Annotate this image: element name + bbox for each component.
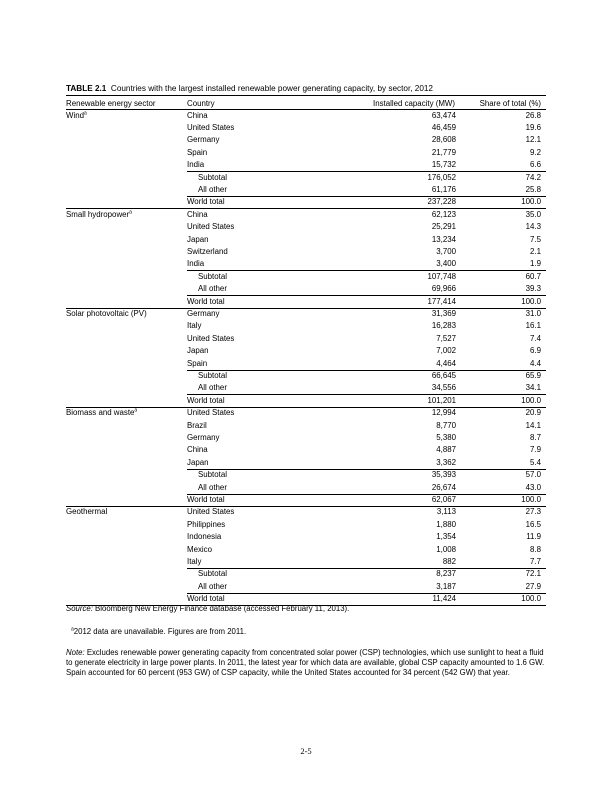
- capacity-value: 61,176: [431, 184, 456, 194]
- capacity-value: 12,994: [431, 408, 456, 418]
- share-value: 74.2: [525, 172, 541, 182]
- subtotal-row: [66, 370, 546, 382]
- share-value: 60.7: [525, 271, 541, 281]
- table-row: [66, 531, 546, 543]
- share-value: 7.7: [530, 556, 541, 566]
- share-value: 8.8: [530, 544, 541, 554]
- all-other-row: [66, 482, 546, 494]
- capacity-value: 7,527: [436, 333, 456, 343]
- subtotal-row: [66, 568, 546, 580]
- capacity-value: 11,424: [432, 594, 456, 604]
- share-value: 16.5: [525, 519, 541, 529]
- capacity-value: 882: [442, 556, 456, 566]
- country-name: United States: [187, 507, 235, 517]
- country-name: Mexico: [187, 544, 212, 554]
- table-row: [66, 234, 546, 246]
- source-note: [66, 604, 548, 614]
- country-name: United States: [187, 408, 235, 418]
- source-text: Bloomberg New Energy Finance database (accessed February 11, 2013).: [95, 604, 350, 613]
- col-header-capacity: Installed capacity (MW): [373, 98, 455, 108]
- subtotal-row: [66, 172, 546, 184]
- sector-label: [66, 309, 147, 319]
- world-total-label: World total: [187, 296, 225, 306]
- sector-footnote-mark: a: [134, 407, 138, 414]
- col-header-sector: Renewable energy sector: [66, 98, 156, 108]
- country-name: India: [187, 259, 205, 269]
- all-other-label: All other: [198, 383, 227, 393]
- share-value: 5.4: [530, 457, 541, 467]
- country-name: United States: [187, 122, 235, 132]
- country-name: Germany: [187, 308, 220, 318]
- table-row: [66, 358, 546, 370]
- share-value: 2.1: [530, 246, 541, 256]
- share-value: 39.3: [525, 284, 541, 294]
- capacity-value: 66,645: [431, 370, 456, 380]
- table-caption: [66, 84, 546, 94]
- capacity-value: 46,459: [431, 122, 456, 132]
- footnote-mark: a: [71, 626, 74, 633]
- country-name: Spain: [187, 147, 208, 157]
- note-label: Note:: [66, 648, 85, 657]
- sector-label: [66, 408, 137, 418]
- table-row: [66, 122, 546, 134]
- capacity-value: 69,966: [431, 284, 456, 294]
- table-row: [66, 110, 546, 122]
- share-value: 100.0: [521, 296, 541, 306]
- world-total-label: World total: [187, 494, 225, 504]
- sector-footnote-mark: a: [129, 209, 132, 216]
- share-value: 8.7: [530, 432, 541, 442]
- sector-name: Solar photovoltaic (PV): [66, 308, 147, 318]
- share-value: 7.9: [530, 445, 541, 455]
- share-value: 27.3: [525, 507, 541, 517]
- capacity-value: 62,123: [431, 209, 456, 219]
- sector-name: Small hydropower: [66, 209, 130, 219]
- country-name: Indonesia: [187, 532, 222, 542]
- all-other-row: [66, 283, 546, 295]
- share-value: 65.9: [525, 370, 541, 380]
- country-name: Japan: [187, 346, 209, 356]
- share-value: 6.9: [530, 346, 541, 356]
- share-value: 100.0: [521, 494, 541, 504]
- table-row: [66, 308, 546, 320]
- world-total-label: World total: [187, 197, 225, 207]
- table-top-rule: [66, 95, 546, 96]
- capacity-value: 7,002: [436, 346, 456, 356]
- all-other-row: [66, 184, 546, 196]
- sector-name: Geothermal: [66, 507, 108, 517]
- world-total-label: World total: [187, 594, 225, 604]
- country-name: China: [187, 209, 208, 219]
- table-title: Countries with the largest installed renewable power generating capacity, by sector, 2012: [110, 84, 433, 93]
- country-name: Switzerland: [187, 246, 228, 256]
- all-other-row: [66, 581, 546, 593]
- share-value: 31.0: [525, 308, 541, 318]
- share-value: 35.0: [525, 209, 541, 219]
- table-row: [66, 134, 546, 146]
- share-value: 14.3: [525, 222, 541, 232]
- table-row: [66, 159, 546, 171]
- share-value: 16.1: [525, 321, 541, 331]
- share-value: 26.8: [525, 110, 541, 120]
- footnote-text: 2012 data are unavailable. Figures are from 2011.: [73, 627, 247, 636]
- share-value: 43.0: [525, 482, 541, 492]
- sector-name: Biomass and waste: [66, 408, 135, 418]
- country-name: Brazil: [187, 420, 207, 430]
- sector-label: [66, 111, 87, 121]
- country-name: India: [187, 160, 205, 170]
- country-name: Germany: [187, 432, 220, 442]
- table-row: [66, 457, 546, 469]
- share-value: 34.1: [525, 383, 541, 393]
- sector-name: Wind: [66, 110, 84, 120]
- country-name: Italy: [187, 321, 202, 331]
- capacity-value: 3,187: [436, 581, 456, 591]
- table-row: [66, 407, 546, 419]
- country-name: China: [187, 110, 208, 120]
- subtotal-row: [66, 469, 546, 481]
- share-value: 20.9: [525, 408, 541, 418]
- share-value: 19.6: [525, 122, 541, 132]
- capacity-value: 34,556: [431, 383, 456, 393]
- world-total-label: World total: [187, 395, 225, 405]
- world-total-row: [66, 196, 546, 208]
- share-value: 6.6: [530, 160, 541, 170]
- capacity-value: 3,700: [436, 246, 456, 256]
- share-value: 9.2: [530, 147, 541, 157]
- col-header-country: Country: [187, 98, 215, 108]
- subtotal-label: Subtotal: [198, 470, 227, 480]
- note-text: Excludes renewable power generating capacity from concentrated solar power (CSP) technologies, which use sunlight to heat a fluid to generate electricity in large power plants. In 2011, the latest year for which data are available, global CSP capacity amounted to 1.6 GW. Spain accounted for 60 percent (953 GW) of CSP capacity, while the United States accounted for 34 percent (542 GW) that year.: [66, 648, 545, 677]
- capacity-value: 62,067: [431, 494, 456, 504]
- country-name: United States: [187, 222, 235, 232]
- country-name: Japan: [187, 234, 209, 244]
- capacity-value: 1,008: [436, 544, 456, 554]
- country-name: China: [187, 445, 208, 455]
- all-other-label: All other: [198, 284, 227, 294]
- share-value: 12.1: [525, 135, 541, 145]
- capacity-value: 8,237: [436, 569, 456, 579]
- table-row: [66, 258, 546, 270]
- capacity-value: 1,880: [436, 519, 456, 529]
- capacity-value: 8,770: [436, 420, 456, 430]
- capacity-value: 5,380: [436, 432, 456, 442]
- table-row: [66, 221, 546, 233]
- share-value: 72.1: [525, 569, 541, 579]
- country-name: Spain: [187, 358, 208, 368]
- capacity-value: 21,779: [431, 147, 456, 157]
- table-row: [66, 246, 546, 258]
- capacity-value: 25,291: [431, 222, 456, 232]
- capacity-value: 3,113: [436, 507, 456, 517]
- capacity-value: 237,228: [427, 197, 456, 207]
- sector-label: [66, 210, 132, 220]
- capacity-value: 35,393: [431, 470, 456, 480]
- world-total-row: [66, 395, 546, 407]
- table-row: [66, 556, 546, 568]
- capacity-value: 3,362: [436, 457, 456, 467]
- country-name: Germany: [187, 135, 220, 145]
- capacity-value: 4,887: [436, 445, 456, 455]
- page-number: 2-5: [300, 746, 312, 756]
- table-row: [66, 147, 546, 159]
- all-other-row: [66, 382, 546, 394]
- country-name: Philippines: [187, 519, 226, 529]
- capacity-value: 1,354: [436, 532, 456, 542]
- share-value: 25.8: [525, 184, 541, 194]
- table-row: [66, 420, 546, 432]
- sector-label: [66, 507, 107, 517]
- capacity-value: 26,674: [431, 482, 456, 492]
- all-other-label: All other: [198, 581, 227, 591]
- share-value: 7.5: [530, 234, 541, 244]
- table-note: [66, 648, 548, 678]
- share-value: 7.4: [530, 333, 541, 343]
- capacity-value: 177,414: [427, 296, 456, 306]
- share-value: 4.4: [530, 358, 541, 368]
- world-total-row: [66, 494, 546, 506]
- capacity-value: 13,234: [431, 234, 456, 244]
- table-row: [66, 345, 546, 357]
- share-value: 1.9: [530, 259, 541, 269]
- table-row: [66, 506, 546, 518]
- table-row: [66, 544, 546, 556]
- country-name: United States: [187, 333, 235, 343]
- capacity-value: 15,732: [431, 160, 456, 170]
- capacity-value: 28,608: [431, 135, 456, 145]
- share-value: 14.1: [525, 420, 541, 430]
- subtotal-label: Subtotal: [198, 172, 227, 182]
- table-row: [66, 519, 546, 531]
- world-total-row: [66, 296, 546, 308]
- all-other-label: All other: [198, 184, 227, 194]
- footnote: [71, 627, 553, 637]
- country-name: Japan: [187, 457, 209, 467]
- country-name: Italy: [187, 556, 202, 566]
- table-row: [66, 333, 546, 345]
- capacity-value: 31,369: [431, 308, 456, 318]
- capacity-value: 16,283: [431, 321, 456, 331]
- sector-footnote-mark: a: [83, 109, 87, 116]
- capacity-value: 3,400: [436, 259, 456, 269]
- source-label: Source:: [66, 604, 93, 613]
- table-row: [66, 432, 546, 444]
- table-row: [66, 209, 546, 221]
- capacity-value: 101,201: [427, 395, 456, 405]
- subtotal-row: [66, 271, 546, 283]
- subtotal-label: Subtotal: [198, 370, 227, 380]
- capacity-value: 107,748: [427, 271, 456, 281]
- capacity-value: 4,464: [436, 358, 456, 368]
- capacity-value: 176,052: [427, 172, 456, 182]
- subtotal-label: Subtotal: [198, 271, 227, 281]
- subtotal-label: Subtotal: [198, 569, 227, 579]
- table-label: TABLE 2.1: [66, 84, 107, 93]
- all-other-label: All other: [198, 482, 227, 492]
- share-value: 57.0: [525, 470, 541, 480]
- capacity-value: 63,474: [431, 110, 456, 120]
- share-value: 100.0: [521, 197, 541, 207]
- share-value: 100.0: [521, 594, 541, 604]
- table-row: [66, 444, 546, 456]
- share-value: 11.9: [526, 532, 541, 542]
- share-value: 27.9: [525, 581, 541, 591]
- share-value: 100.0: [521, 395, 541, 405]
- col-header-share: Share of total (%): [479, 98, 541, 108]
- table-row: [66, 320, 546, 332]
